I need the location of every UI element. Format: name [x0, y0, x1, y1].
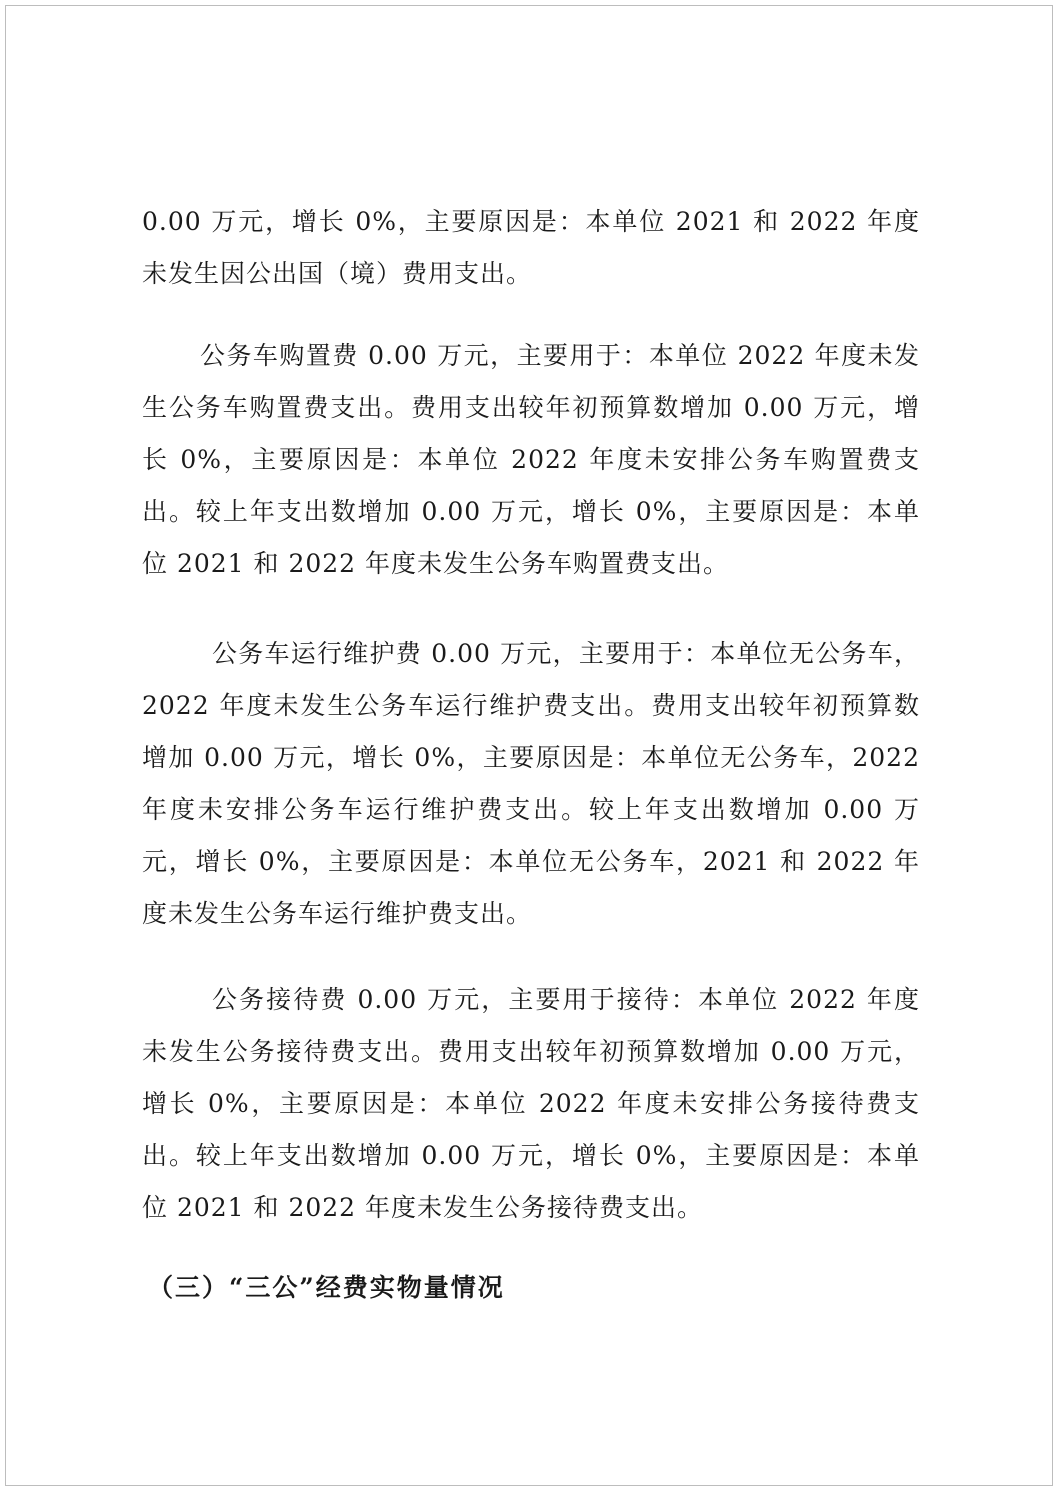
document-body	[142, 196, 920, 1314]
paragraph-official-reception: 公务接待费 0.00 万元，主要用于接待：本单位 2022 年度未发生公务接待费支出。费用支出较年初预算数增加 0.00 万元，增长 0%，主要原因是：本单位 2022 年度未安排公务接待费支出。较上年支出数增加 0.00 万元，增长 0%，主要原因是：本单位 2021 和 2022 年度未发生公务接待费支出。	[142, 985, 920, 1222]
paragraph-vehicle-maintenance: 公务车运行维护费 0.00 万元，主要用于：本单位无公务车，2022 年度未发生公务车运行维护费支出。费用支出较年初预算数增加 0.00 万元，增长 0%，主要原因是：本单位无公务车，2022 年度未安排公务车运行维护费支出。较上年支出数增加 0.00 万元，增长 0%，主要原因是：本单位无公务车，2021 和 2022 年度未发生公务车运行维护费支出。	[142, 639, 920, 928]
paragraph-overseas-travel: 0.00 万元，增长 0%，主要原因是：本单位 2021 和 2022 年度未发生因公出国（境）费用支出。	[142, 207, 920, 288]
section-heading: （三）“三公”经费实物量情况	[148, 1273, 505, 1302]
paragraph-vehicle-purchase: 公务车购置费 0.00 万元，主要用于：本单位 2022 年度未发生公务车购置费支出。费用支出较年初预算数增加 0.00 万元，增长 0%，主要原因是：本单位 2022 年度未安排公务车购置费支出。较上年支出数增加 0.00 万元，增长 0%，主要原因是：本单位 2021 和 2022 年度未发生公务车购置费支出。	[142, 341, 920, 578]
